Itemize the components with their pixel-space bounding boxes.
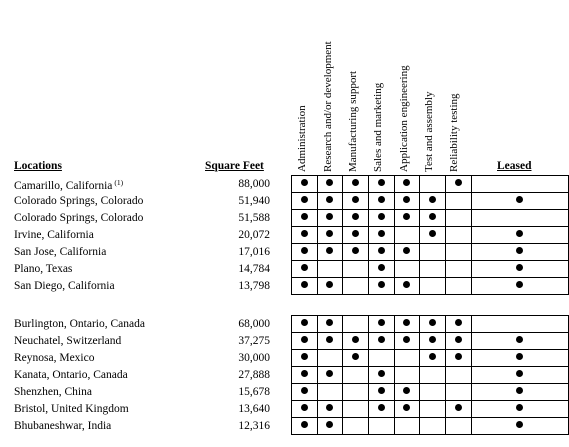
bullet-icon [326,213,333,220]
bullet-icon [455,179,462,186]
square-feet-value: 27,888 [238,369,270,381]
function-cell [420,401,446,418]
function-cell [292,401,318,418]
table-row [292,227,569,244]
bullet-icon [455,353,462,360]
bullet-icon [301,421,308,428]
bullet-icon [455,336,462,343]
leased-cell [471,244,568,261]
function-cell [317,210,343,227]
function-cell [394,367,420,384]
function-cell [394,278,420,295]
bullet-icon [378,247,385,254]
square-feet-value: 51,940 [238,195,270,207]
location-label [14,246,106,258]
function-cell [292,193,318,210]
function-cell [420,367,446,384]
leased-cell [471,316,568,333]
square-feet-value: 13,640 [238,403,270,415]
function-cell [292,350,318,367]
function-cell [394,418,420,435]
bullet-icon [352,353,359,360]
location-text: Irvine, California [14,229,94,241]
bullet-icon [378,319,385,326]
leased-cell [471,193,568,210]
function-cell [343,227,369,244]
bullet-icon [516,196,523,203]
bullet-icon [516,281,523,288]
function-cell [317,350,343,367]
bullet-icon [326,230,333,237]
bullet-icon [429,230,436,237]
bullet-icon [326,179,333,186]
function-cell [317,367,343,384]
function-cell [445,210,471,227]
function-cell [292,244,318,261]
bullet-icon [378,387,385,394]
function-cell [292,418,318,435]
function-cell [317,261,343,278]
function-cell [343,244,369,261]
function-cell [292,210,318,227]
function-cell [292,384,318,401]
location-label [14,403,129,415]
bullet-icon [378,404,385,411]
leased-cell [471,261,568,278]
location-text: Neuchatel, Switzerland [14,335,122,347]
function-cell [420,278,446,295]
leased-cell [471,384,568,401]
bullet-icon [326,196,333,203]
leased-cell [471,418,568,435]
table-row [292,316,569,333]
location-label [14,318,145,330]
bullet-icon [403,196,410,203]
function-cell [343,350,369,367]
location-text: Colorado Springs, Colorado [14,195,144,207]
function-cell [343,210,369,227]
function-cell [445,384,471,401]
table-row [292,261,569,278]
group1-grid [291,175,569,295]
function-cell [420,261,446,278]
function-cell [420,210,446,227]
function-cell [317,384,343,401]
function-cell [317,244,343,261]
location-label [14,229,94,241]
function-cell [343,333,369,350]
function-cell [292,176,318,193]
location-text: Shenzhen, China [14,386,92,398]
function-cell [368,316,394,333]
function-cell [394,193,420,210]
bullet-icon [429,196,436,203]
bullet-icon [301,353,308,360]
location-text: Burlington, Ontario, Canada [14,318,145,330]
bullet-icon [301,404,308,411]
header-application-engineering: Application engineering [398,65,410,172]
bullet-icon [301,281,308,288]
table-row [292,350,569,367]
function-cell [420,384,446,401]
bullet-icon [378,336,385,343]
square-feet-value: 12,316 [238,420,270,432]
location-text: Camarillo, California [14,180,113,192]
function-cell [317,227,343,244]
location-text: Kanata, Ontario, Canada [14,369,128,381]
header-administration: Administration [296,105,308,172]
bullet-icon [429,353,436,360]
bullet-icon [378,179,385,186]
bullet-icon [516,421,523,428]
bullet-icon [403,213,410,220]
leased-cell [471,227,568,244]
function-cell [343,193,369,210]
bullet-icon [326,281,333,288]
location-text: San Diego, California [14,280,115,292]
function-cell [420,244,446,261]
location-text: Bhubaneshwar, India [14,420,112,432]
square-feet-value: 14,784 [238,263,270,275]
function-cell [368,244,394,261]
location-label [14,263,72,275]
function-cell [394,316,420,333]
leased-cell [471,278,568,295]
function-cell [292,367,318,384]
bullet-icon [352,247,359,254]
bullet-icon [326,404,333,411]
function-cell [394,384,420,401]
bullet-icon [352,336,359,343]
bullet-icon [301,196,308,203]
bullet-icon [301,370,308,377]
function-cell [368,367,394,384]
function-cell [445,333,471,350]
leased-cell [471,210,568,227]
bullet-icon [516,247,523,254]
function-cell [317,418,343,435]
bullet-icon [516,264,523,271]
bullet-icon [326,421,333,428]
function-cell [445,244,471,261]
location-label [14,335,121,347]
bullet-icon [516,404,523,411]
bullet-icon [378,230,385,237]
bullet-icon [378,264,385,271]
bullet-icon [352,179,359,186]
function-cell [292,278,318,295]
function-cell [368,210,394,227]
header-test-assembly: Test and assembly [423,91,435,172]
bullet-icon [429,213,436,220]
function-cell [343,401,369,418]
function-cell [394,333,420,350]
function-cell [445,176,471,193]
bullet-icon [301,319,308,326]
bullet-icon [352,230,359,237]
function-cell [394,261,420,278]
function-cell [343,176,369,193]
bullet-icon [301,336,308,343]
table-row [292,193,569,210]
leased-header: Leased [497,160,532,172]
function-cell [368,278,394,295]
leased-cell [471,176,568,193]
function-cell [368,333,394,350]
function-cell [317,193,343,210]
function-cell [343,384,369,401]
square-feet-value: 13,798 [238,280,270,292]
square-feet-header: Square Feet [205,160,264,172]
bullet-icon [301,213,308,220]
bullet-icon [326,370,333,377]
table-row [292,401,569,418]
bullet-icon [301,179,308,186]
leased-cell [471,350,568,367]
function-cell [368,418,394,435]
function-cell [394,350,420,367]
header-research-development: Research and/or development [322,41,334,172]
bullet-icon [403,179,410,186]
function-cell [445,367,471,384]
function-cell [368,193,394,210]
function-cell [343,316,369,333]
function-cell [394,244,420,261]
locations-header: Locations [14,160,62,172]
bullet-icon [516,353,523,360]
function-cell [317,401,343,418]
bullet-icon [455,319,462,326]
table-row [292,367,569,384]
bullet-icon [516,230,523,237]
function-cell [445,418,471,435]
function-cell [420,316,446,333]
bullet-icon [403,387,410,394]
bullet-icon [301,230,308,237]
bullet-icon [516,336,523,343]
square-feet-value: 17,016 [238,246,270,258]
location-text: San Jose, California [14,246,107,258]
function-cell [420,350,446,367]
bullet-icon [326,319,333,326]
function-cell [420,418,446,435]
table-row [292,418,569,435]
bullet-icon [301,264,308,271]
leased-cell [471,367,568,384]
function-cell [445,278,471,295]
function-cell [343,278,369,295]
bullet-icon [352,196,359,203]
function-cell [292,316,318,333]
bullet-icon [455,404,462,411]
location-label [14,178,123,192]
table-row [292,333,569,350]
function-cell [445,350,471,367]
bullet-icon [403,404,410,411]
function-cell [445,227,471,244]
bullet-icon [378,196,385,203]
function-cell [368,401,394,418]
bullet-icon [403,247,410,254]
function-cell [343,367,369,384]
location-text: Bristol, United Kingdom [14,403,129,415]
bullet-icon [326,247,333,254]
location-label [14,420,111,432]
function-cell [368,384,394,401]
group2-grid [291,315,569,435]
bullet-icon [516,387,523,394]
function-cell [368,261,394,278]
function-cell [292,333,318,350]
function-cell [420,227,446,244]
location-label [14,212,143,224]
function-cell [445,193,471,210]
location-text: Colorado Springs, Colorado [14,212,144,224]
location-label [14,386,92,398]
bullet-icon [352,213,359,220]
bullet-icon [378,213,385,220]
bullet-icon [429,336,436,343]
function-cell [368,227,394,244]
location-label [14,280,115,292]
function-cell [420,333,446,350]
function-cell [445,261,471,278]
location-text: Reynosa, Mexico [14,352,95,364]
table-row [292,384,569,401]
table-row [292,210,569,227]
function-cell [445,316,471,333]
bullet-icon [403,319,410,326]
square-feet-value: 68,000 [238,318,270,330]
bullet-icon [403,281,410,288]
function-cell [317,316,343,333]
table-row [292,278,569,295]
bullet-icon [301,247,308,254]
function-cell [292,261,318,278]
leased-cell [471,401,568,418]
header-sales-marketing: Sales and marketing [372,82,384,172]
function-cell [343,261,369,278]
table-row [292,244,569,261]
function-cell [317,278,343,295]
square-feet-value: 20,072 [238,229,270,241]
function-cell [317,333,343,350]
bullet-icon [403,336,410,343]
function-cell [368,176,394,193]
function-cell [394,210,420,227]
square-feet-value: 30,000 [238,352,270,364]
table-row [292,176,569,193]
square-feet-value: 37,275 [238,335,270,347]
function-cell [394,227,420,244]
function-cell [420,176,446,193]
bullet-icon [378,281,385,288]
bullet-icon [326,336,333,343]
location-label [14,352,94,364]
function-cell [394,401,420,418]
location-text: Plano, Texas [14,263,73,275]
header-manufacturing-support: Manufacturing support [347,70,359,172]
footnote-marker: (1) [114,178,124,187]
bullet-icon [429,319,436,326]
leased-cell [471,333,568,350]
square-feet-value: 51,588 [238,212,270,224]
square-feet-value: 88,000 [238,178,270,190]
function-cell [394,176,420,193]
function-cell [317,176,343,193]
function-cell [420,193,446,210]
bullet-icon [378,370,385,377]
header-reliability-testing: Reliability testing [448,93,460,172]
function-cell [343,418,369,435]
location-label [14,195,143,207]
function-cell [368,350,394,367]
function-cell [292,227,318,244]
location-label [14,369,128,381]
square-feet-value: 15,678 [238,386,270,398]
bullet-icon [516,370,523,377]
function-cell [445,401,471,418]
bullet-icon [301,387,308,394]
